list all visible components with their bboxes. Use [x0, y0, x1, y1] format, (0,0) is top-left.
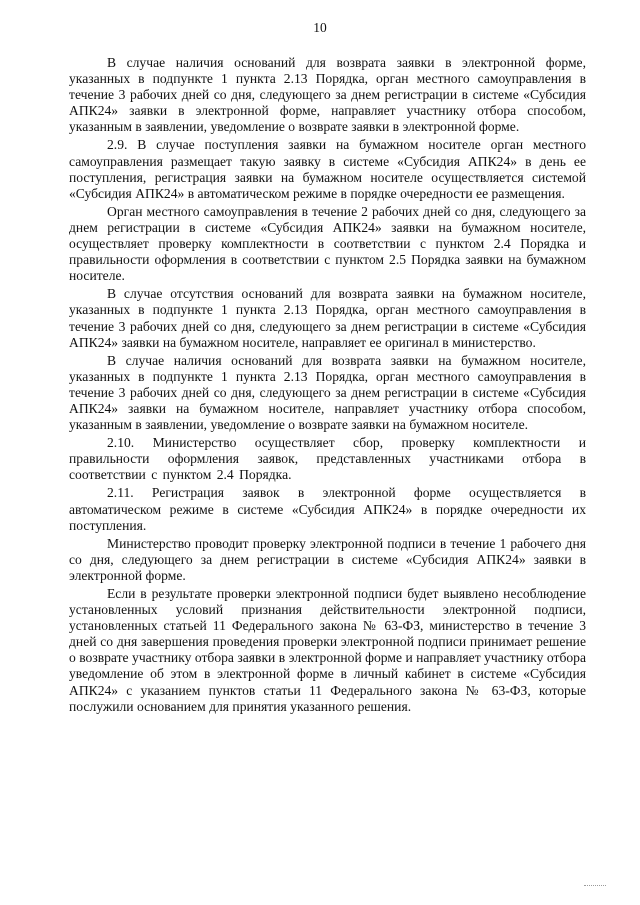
- document-body: [69, 55, 586, 717]
- paragraph-return-electronic: В случае наличия оснований для возврата заявки в электронной форме, указанных в подпункте 1 пункта 2.13 Порядка, орган местного самоуправления в течение 3 рабочих дней со дня, следующего за днем регистрации в системе «Субсидия АПК24» заявки в электронной форме, направляет участнику отбора способом, указанным в заявлении, уведомление о возврате заявки в электронной форме.: [69, 55, 586, 135]
- paragraph-2-11: 2.11. Регистрация заявок в электронной форме осуществляется в автоматическом режиме в системе «Субсидия АПК24» в порядке очередности их поступления.: [69, 485, 586, 533]
- paragraph-return-paper: В случае наличия оснований для возврата заявки на бумажном носителе, указанных в подпункте 1 пункта 2.13 Порядка, орган местного самоуправления в течение 3 рабочих дней со дня, следующего за днем регистрации в системе «Субсидия АПК24» заявки на бумажном носителе, направляет участнику отбора способом, указанным в заявлении, уведомление о возврате заявки на бумажном носителе.: [69, 352, 586, 433]
- paragraph-paper-check: Орган местного самоуправления в течение 2 рабочих дней со дня, следующего за днем регистрации в системе «Субсидия АПК24» заявки на бумажном носителе, осуществляет проверку комплектности в соответствии с пунктом 2.4 Порядка и правильности оформления в соответствии с пунктом 2.5 Порядка заявки на бумажном носителе.: [69, 203, 586, 284]
- footer-scan-mark: [584, 885, 606, 887]
- paragraph-2-10: 2.10. Министерство осуществляет сбор, проверку комплектности и правильности оформления заявок, представленных участниками отбора в соответствии с пунктом 2.4 Порядка.: [69, 435, 586, 483]
- page-number: 10: [313, 20, 327, 35]
- paragraph-2-9: 2.9. В случае поступления заявки на бумажном носителе орган местного самоуправления размещает такую заявку в системе «Субсидия АПК24» в день ее поступления, регистрация заявки на бумажном носителе осуществляется системой «Субсидия АПК24» в автоматическом режиме в порядке очередности ее размещения.: [69, 137, 586, 201]
- paragraph-signature-check: Министерство проводит проверку электронной подписи в течение 1 рабочего дня со дня, следующего за днем регистрации в системе «Субсидия АПК24» заявки в электронной форме.: [69, 535, 586, 583]
- paragraph-signature-invalid: Если в результате проверки электронной подписи будет выявлено несоблюдение установленных условий признания действительности электронной подписи, установленных статьей 11 Федерального закона № 63-ФЗ, министерство в течение 3 дней со дня завершения проведения проверки электронной подписи принимает решение о возврате участнику отбора заявки в электронной форме и направляет участнику отбора уведомление об этом в электронной форме в личный кабинет в системе «Субсидия АПК24» с указанием пунктов статьи 11 Федерального закона № 63-ФЗ, которые послужили основанием для принятия указанного решения.: [69, 586, 586, 714]
- paragraph-no-return-paper: В случае отсутствия оснований для возврата заявки на бумажном носителе, указанных в подпункте 1 пункта 2.13 Порядка, орган местного самоуправления в течение 3 рабочих дней со дня, следующего за днем регистрации в системе «Субсидия АПК24» заявки на бумажном носителе, направляет ее оригинал в министерство.: [69, 286, 586, 350]
